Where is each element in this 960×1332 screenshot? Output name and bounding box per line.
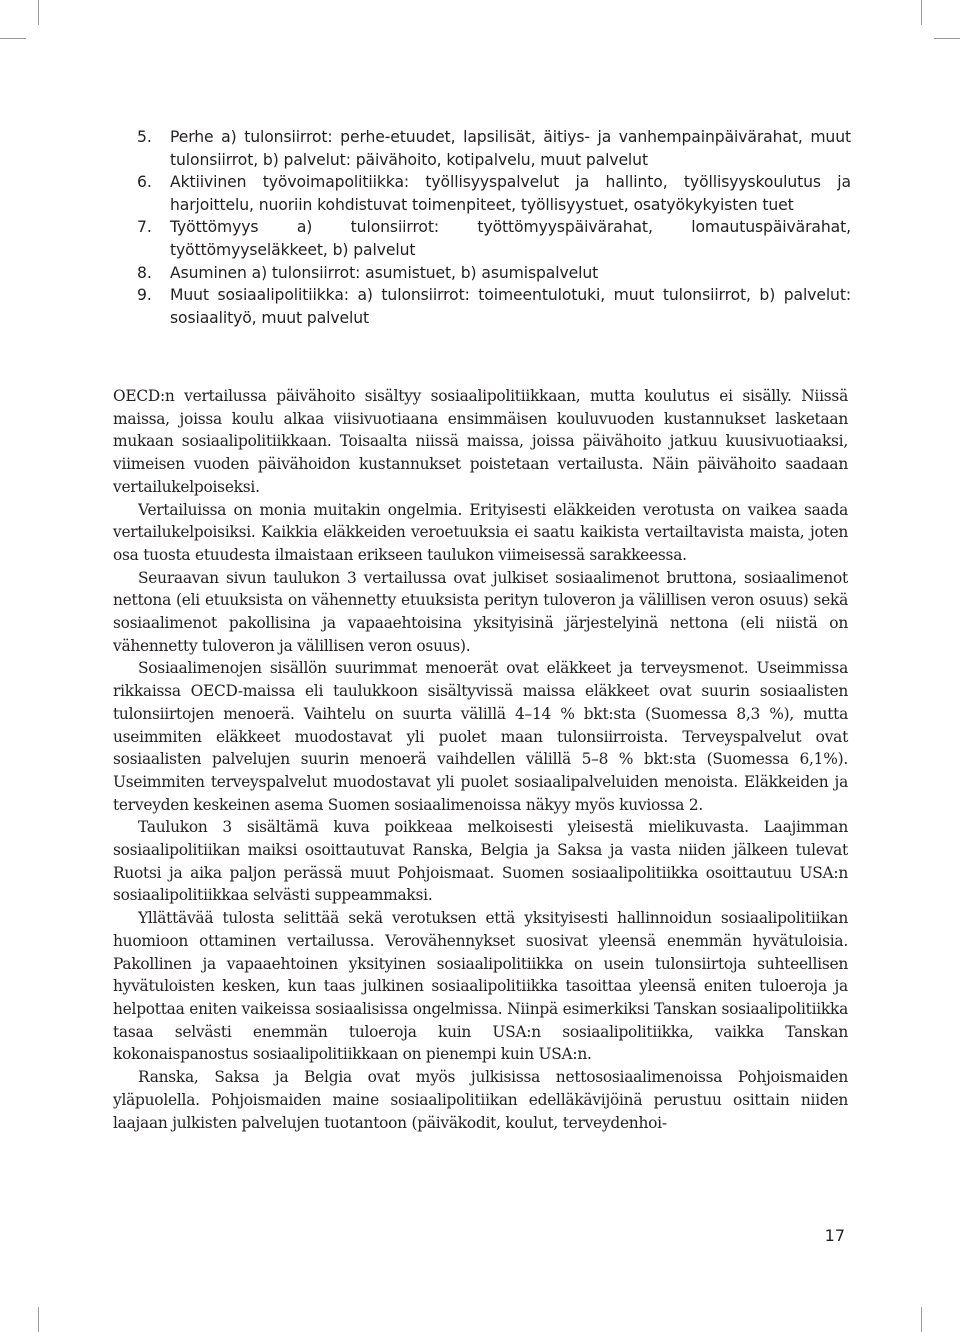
list-number: 8.: [137, 263, 152, 282]
list-text: Perhe a) tulonsiirrot: perhe-etuudet, lapsilisät, äitiys- ja vanhempainpäivärahat, muut tulonsiirrot, b) palvelut: päivähoito, kotipalvelu, muut palvelut: [170, 128, 851, 169]
crop-mark-top-left-h: [0, 38, 26, 39]
list-text: Asuminen a) tulonsiirrot: asumistuet, b) asumispalvelut: [170, 263, 599, 282]
crop-mark-bottom-right: [921, 1307, 922, 1332]
list-item: [113, 216, 851, 261]
list-number: 5.: [137, 128, 152, 146]
paragraph: Ranska, Saksa ja Belgia ovat myös julkisissa nettososiaalimenoissa Pohjoismaiden yläpuolella. Pohjoismaiden maine sosiaalipolitiikan edelläkävijöinä perustuu osittain niiden laajaan julkisten palvelujen tuotantoon (päiväkodit, koulut, terveydenhoi-: [113, 1068, 848, 1132]
crop-mark-top-right: [921, 0, 922, 25]
list-item: [113, 126, 851, 171]
crop-mark-top-left: [38, 0, 39, 25]
list-number: 9.: [137, 286, 152, 305]
paragraph: Yllättävää tulosta selittää sekä verotuksen että yksityisesti hallinnoidun sosiaalipolitiikan huomioon ottaminen vertailussa. Verovähennykset suosivat yleensä enemmän hyvätuloisia. Pakollinen ja vapaaehtoinen yksityinen sosiaalipolitiikka on usein tulonsiirtoja suhteellisen hyvätuloisten kesken, kun taas julkinen sosiaalipolitiikka tasoittaa yleensä eniten tuloeroja ja helpottaa eniten vaikeissa sosiaalisissa ongelmissa. Niinpä esimerkiksi Tanskan sosiaalipolitiikka tasaa selvästi enemmän tuloeroja kuin USA:n sosiaalipolitiikka, vaikka Tanskan kokonaispanostus sosiaalipolitiikkaan on pienempi kuin USA:n.: [113, 909, 848, 1064]
list-text: Työttömyys a) tulonsiirrot: työttömyyspäivärahat, lomautuspäivärahat, työttömyyseläkkeet, b) palvelut: [170, 218, 851, 259]
crop-mark-top-right-h: [934, 38, 960, 39]
list-item: [113, 171, 851, 216]
list-number: 7.: [137, 218, 152, 237]
list-number: 6.: [137, 173, 152, 192]
paragraph: Taulukon 3 sisältämä kuva poikkeaa melkoisesti yleisestä mielikuvasta. Laajimman sosiaalipolitiikan maiksi osoittautuvat Ranska, Belgia ja Saksa ja vasta niiden jälkeen tulevat Ruotsi ja aika paljon perässä muut Pohjoismaat. Suomen sosiaalipolitiikka osoittautuu USA:n sosiaalipolitiikkaa selvästi suppeammaksi.: [113, 818, 848, 905]
paragraph: OECD:n vertailussa päivähoito sisältyy sosiaalipolitiikkaan, mutta koulutus ei sisälly. Niissä maissa, joissa koulu alkaa viisivuotiaana ensimmäisen kouluvuoden kustannukset lasketaan mukaan sosiaalipolitiikkaan. Toisaalta niissä maissa, joissa päivähoito jatkuu kuusivuotiaaksi, viimeisen vuoden päivähoidon kustannukset poistetaan vertailusta. Näin päivähoito saadaan vertailukelpoiseksi.: [113, 387, 848, 496]
list-item: [113, 284, 851, 329]
paragraph: Vertailuissa on monia muitakin ongelmia. Erityisesti eläkkeiden verotusta on vaikea saada vertailukelpoisiksi. Kaikkia eläkkeiden veroetuuksia ei saatu kaikista vertailtavista maista, joten osa tuosta etuudesta ilmaistaan erikseen taulukon viimeisessä sarakkeessa.: [113, 500, 848, 564]
page-number: 17: [824, 1226, 845, 1245]
list-item: [113, 262, 851, 285]
paragraph: Sosiaalimenojen sisällön suurimmat menoerät ovat eläkkeet ja terveysmenot. Useimmissa rikkaissa OECD-maissa eli taulukkoon sisältyvissä maissa eläkkeet ovat suurin sosiaalisten tulonsiirtojen menoerä. Vaihtelu on suurta välillä 4–14 % bkt:sta (Suomessa 8,3 %), mutta useimmiten eläkkeet muodostavat yli puolet maan tulonsiirroista. Terveyspalvelut ovat sosiaalisten palvelujen suurin menoerä vaihdellen välillä 5–8 % bkt:sta (Suomessa 6,1%). Useimmiten terveyspalvelut muodostavat yli puolet sosiaalipalveluiden menoista. Eläkkeiden ja terveyden keskeinen asema Suomen sosiaalimenoissa näkyy myös kuviossa 2.: [113, 659, 848, 814]
category-list: [113, 126, 851, 329]
body-text: [113, 385, 848, 1134]
crop-mark-bottom-left: [38, 1307, 39, 1332]
list-text: Aktiivinen työvoimapolitiikka: työllisyyspalvelut ja hallinto, työllisyyskoulutus ja harjoittelu, nuoriin kohdistuvat toimenpiteet, työllisyystuet, osatyökykyisten tuet: [170, 173, 851, 214]
paragraph: Seuraavan sivun taulukon 3 vertailussa ovat julkiset sosiaalimenot bruttona, sosiaalimenot nettona (eli etuuksista on vähennetty etuuksista perityn tuloveron ja välillisen veron osuus) sekä sosiaalimenot pakollisina ja vapaaehtoisina yksityisinä järjestelyinä nettona (eli niistä on vähennetty tuloveron ja välillisen veron osuus).: [113, 568, 848, 655]
list-text: Muut sosiaalipolitiikka: a) tulonsiirrot: toimeentulotuki, muut tulonsiirrot, b) palvelut: sosiaalityö, muut palvelut: [170, 286, 851, 327]
